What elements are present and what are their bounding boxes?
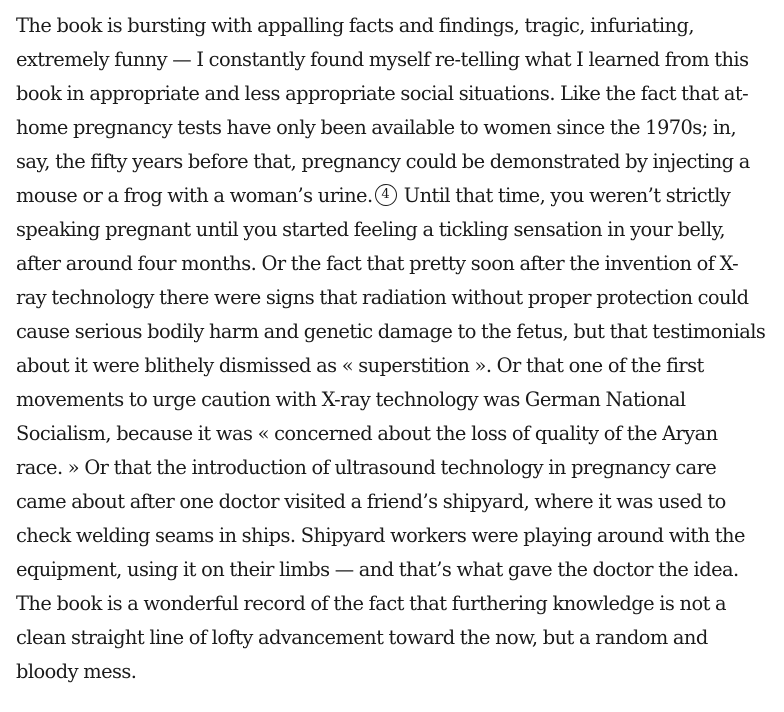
text-segment: Until that time, you weren’t strictly: [398, 184, 731, 207]
text-segment: mouse or a frog with a woman’s urine.: [16, 184, 373, 207]
text-line: The book is a wonderful record of the fact that furthering knowledge is not a: [16, 592, 727, 615]
text-line: clean straight line of lofty advancement toward the now, but a random and: [16, 626, 708, 649]
footnote-reference-button[interactable]: 4: [375, 184, 397, 206]
text-line: check welding seams in ships. Shipyard workers were playing around with the: [16, 524, 745, 547]
text-line: movements to urge caution with X-ray technology was German National: [16, 388, 686, 411]
text-line: equipment, using it on their limbs — and that’s what gave the doctor the idea.: [16, 558, 739, 581]
text-line: The book is bursting with appalling facts and findings, tragic, infuriating,: [16, 14, 694, 37]
text-line: race. » Or that the introduction of ultrasound technology in pregnancy care: [16, 456, 717, 479]
text-line-with-footnote: [16, 179, 776, 213]
text-line: cause serious bodily harm and genetic damage to the fetus, but that testimonials: [16, 320, 766, 343]
text-line: Socialism, because it was « concerned about the loss of quality of the Aryan: [16, 422, 718, 445]
text-line: home pregnancy tests have only been available to women since the 1970s; in,: [16, 116, 737, 139]
text-line: speaking pregnant until you started feeling a tickling sensation in your belly,: [16, 218, 726, 241]
text-line: book in appropriate and less appropriate social situations. Like the fact that at-: [16, 82, 749, 105]
text-line: say, the fifty years before that, pregnancy could be demonstrated by injecting a: [16, 150, 750, 173]
text-line: after around four months. Or the fact that pretty soon after the invention of X-: [16, 252, 739, 275]
text-line: came about after one doctor visited a friend’s shipyard, where it was used to: [16, 490, 726, 513]
article-paragraph: [16, 9, 776, 689]
text-line: about it were blithely dismissed as « superstition ». Or that one of the first: [16, 354, 704, 377]
text-line: extremely funny — I constantly found myself re-telling what I learned from this: [16, 48, 749, 71]
text-line: bloody mess.: [16, 660, 137, 683]
text-line: ray technology there were signs that radiation without proper protection could: [16, 286, 749, 309]
